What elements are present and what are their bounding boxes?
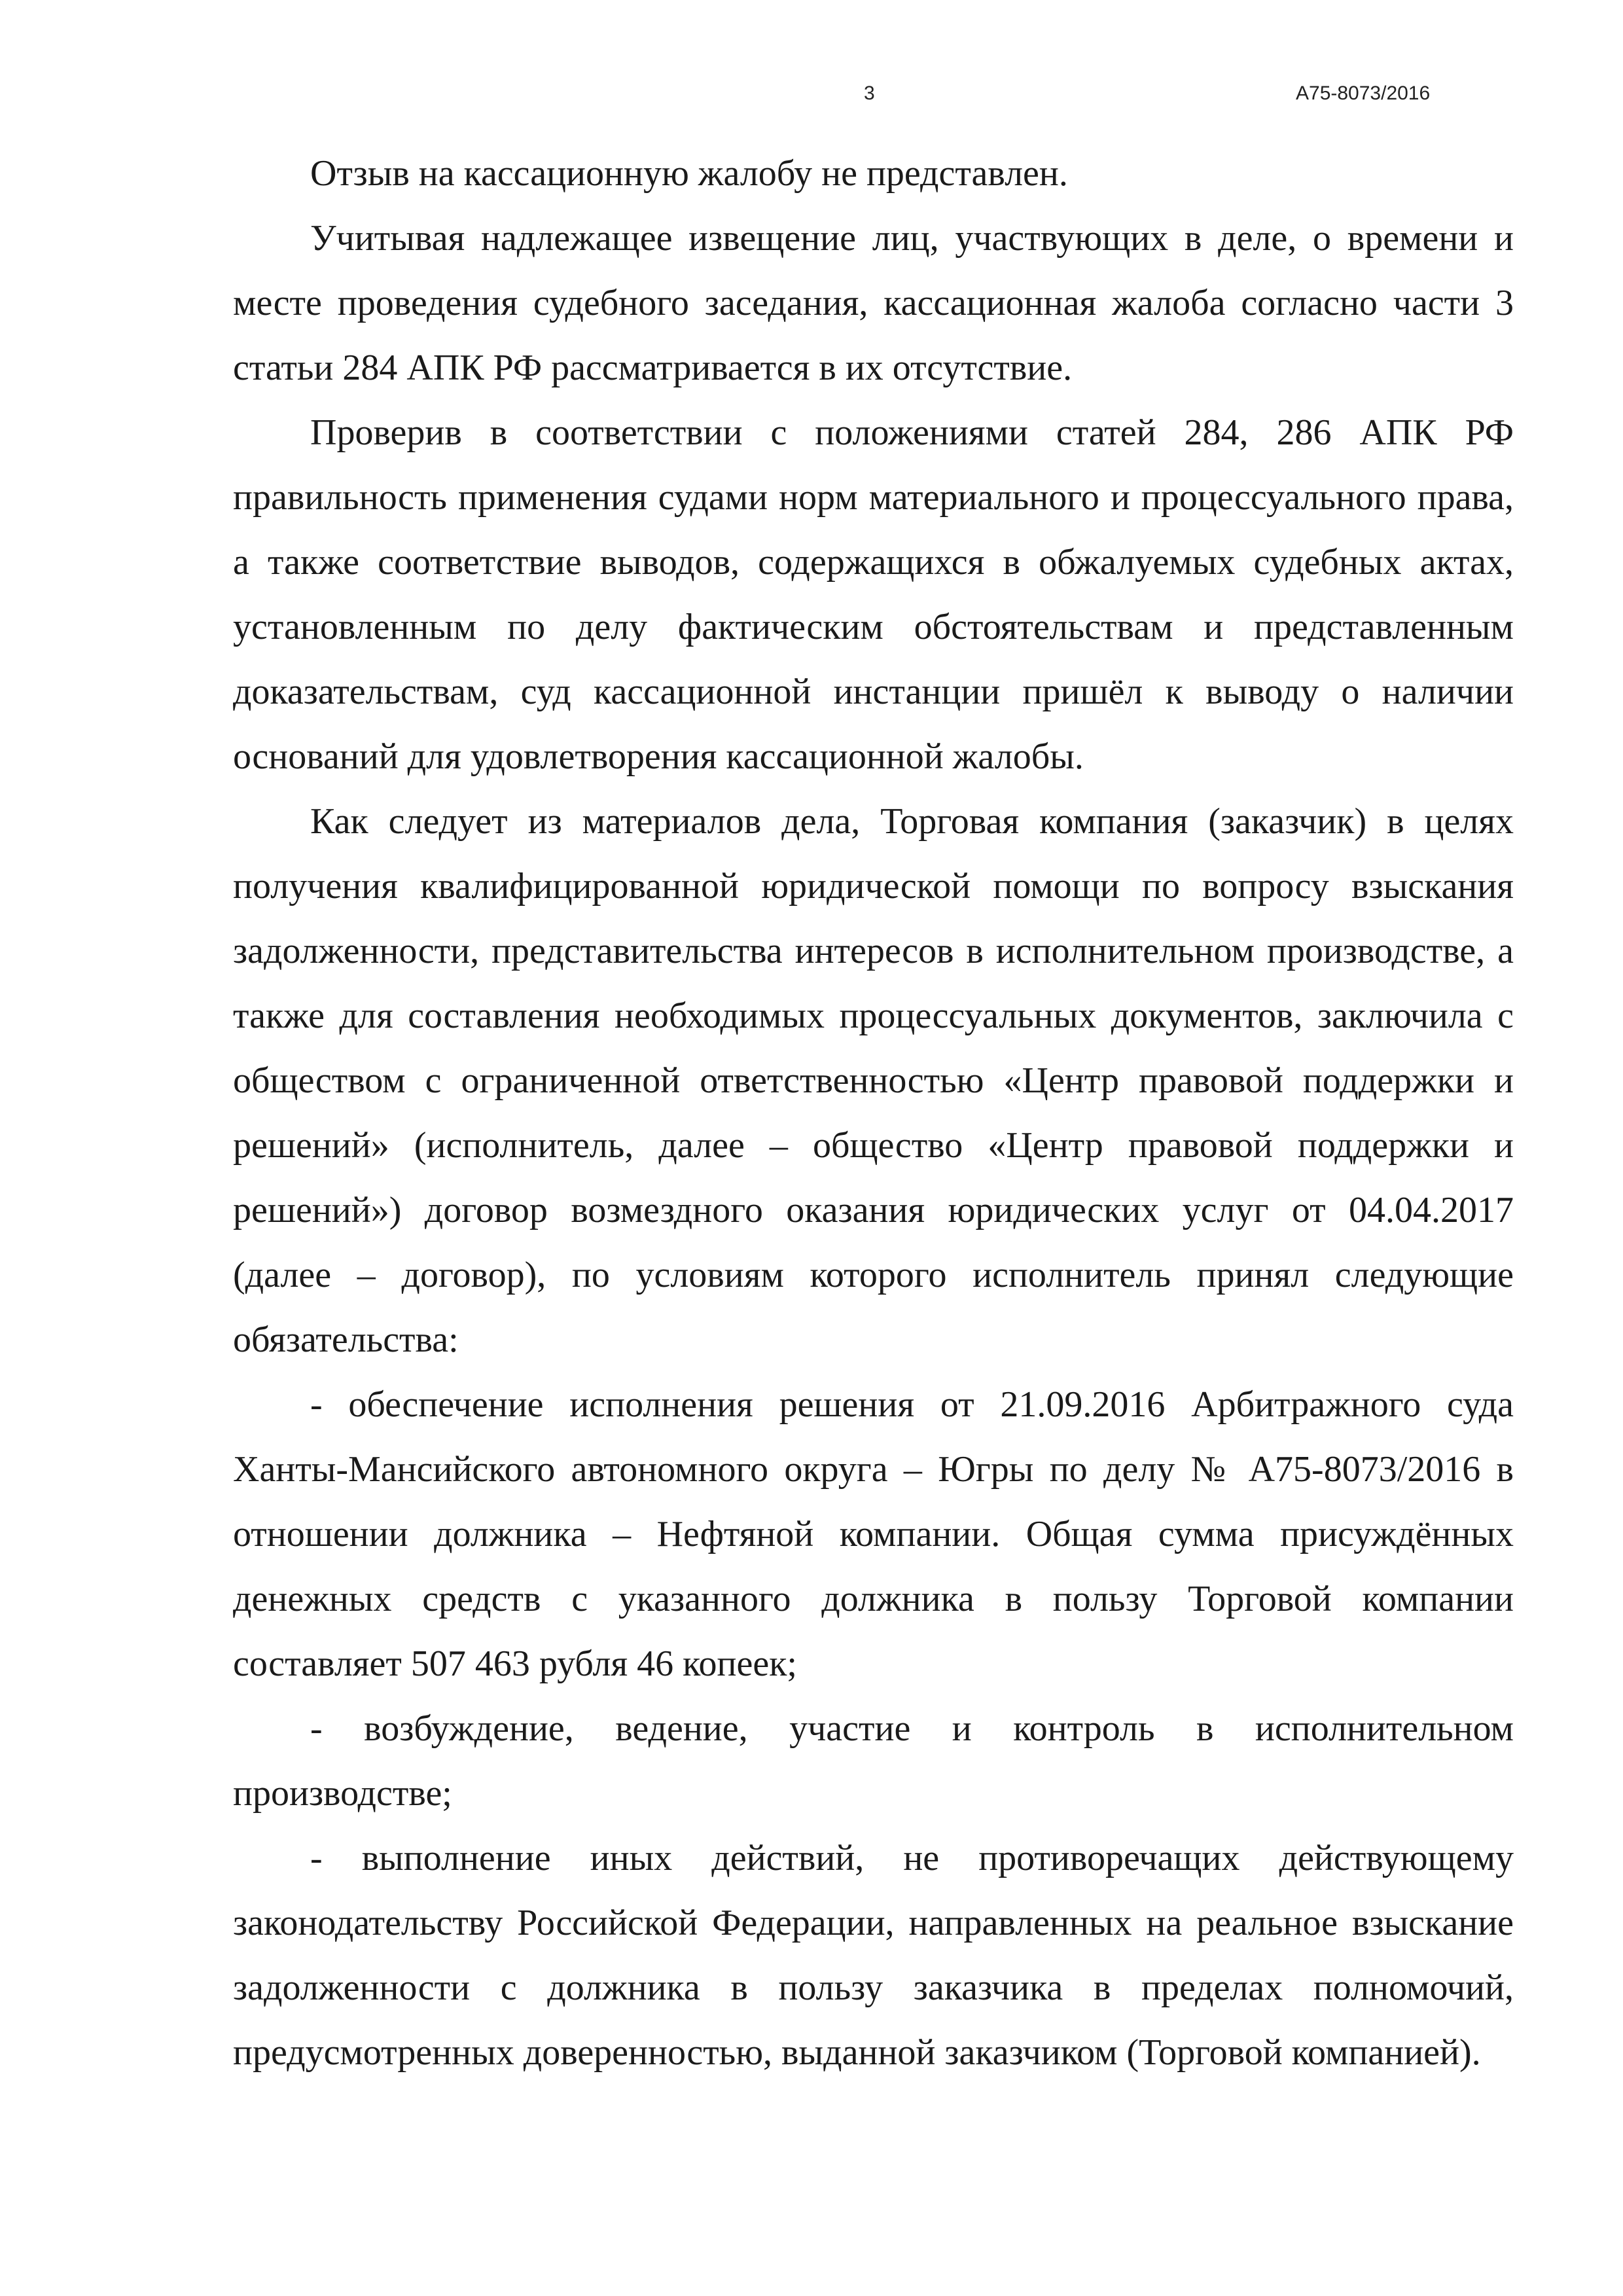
paragraph-obligation-2: - возбуждение, ведение, участие и контроль в исполнительном производстве;	[233, 1708, 1514, 1814]
document-body	[233, 141, 1514, 2085]
paragraph-case-facts: Как следует из материалов дела, Торговая компания (заказчик) в целях получения квалифицированной юридической помощи по вопросу взыскания задолженности, представительства интересов в исполнительном производстве, а также для составления необходимых процессуальных документов, заключила с обществом с ограниченной ответственностью «Центр правовой поддержки и решений» (исполнитель, далее – общество «Центр правовой поддержки и решений») договор возмездного оказания юридических услуг от 04.04.2017 (далее – договор), по условиям которого исполнитель принял следующие обязательства:	[233, 801, 1514, 1360]
case-number: А75-8073/2016	[1296, 82, 1431, 104]
paragraph-obligation-3: - выполнение иных действий, не противоречащих действующему законодательству Российской Федерации, направленных на реальное взыскание задолженности с должника в пользу заказчика в пределах полномочий, предусмотренных доверенностью, выданной заказчиком (Торговой компанией).	[233, 1838, 1514, 2073]
page-number: 3	[864, 82, 875, 104]
paragraph-review: Проверив в соответствии с положениями статей 284, 286 АПК РФ правильность применения судами норм материального и процессуального права, а также соответствие выводов, содержащихся в обжалуемых судебных актах, установленным по делу фактическим обстоятельствам и представленным доказательствам, суд кассационной инстанции пришёл к выводу о наличии оснований для удовлетворения кассационной жалобы.	[233, 412, 1514, 777]
paragraph-no-response: Отзыв на кассационную жалобу не представлен.	[310, 153, 1068, 194]
paragraph-notification: Учитывая надлежащее извещение лиц, участвующих в деле, о времени и месте проведения судебного заседания, кассационная жалоба согласно части 3 статьи 284 АПК РФ рассматривается в их отсутствие.	[233, 218, 1514, 388]
paragraph-obligation-1: - обеспечение исполнения решения от 21.09.2016 Арбитражного суда Ханты-Мансийского автономного округа – Югры по делу № А75-8073/2016 в отношении должника – Нефтяной компании. Общая сумма присуждённых денежных средств с указанного должника в пользу Торговой компании составляет 507 463 рубля 46 копеек;	[233, 1384, 1514, 1684]
page-header	[0, 82, 1623, 115]
